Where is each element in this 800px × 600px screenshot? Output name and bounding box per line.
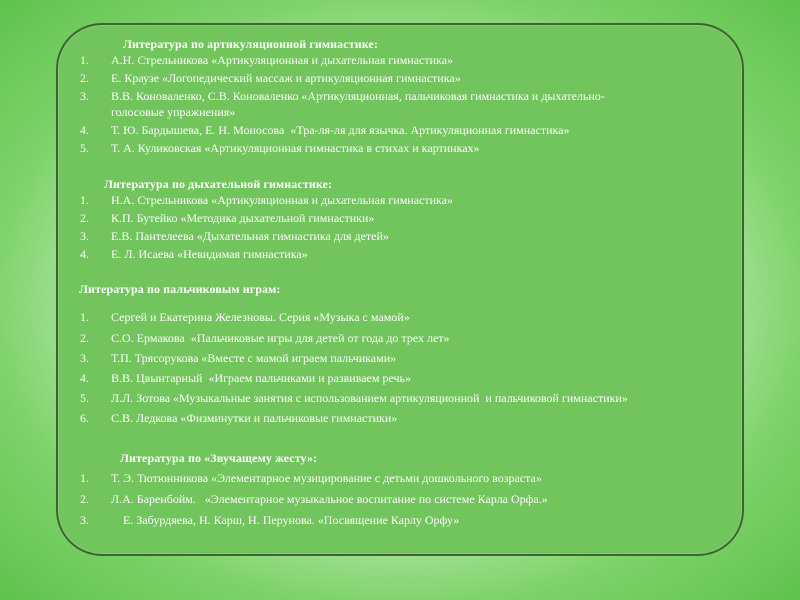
list-item-number: 4. <box>80 123 89 137</box>
section-heading: Литература по «Звучащему жесту»: <box>120 451 318 465</box>
list-item: Т. Ю. Бардышева, Е. Н. Моносова «Тра-ля-ля для язычка. Артикуляционная гимнастика» <box>111 123 570 137</box>
list-item: А.Н. Стрельникова «Артикуляционная и дыхательная гимнастика» <box>111 53 453 67</box>
list-item-number: 2. <box>80 331 89 345</box>
list-item: Е.В. Пантелеева «Дыхательная гимнастика для детей» <box>111 229 389 243</box>
list-item: Е. Л. Исаева «Невидимая гимнастика» <box>111 247 308 261</box>
list-item: Т. А. Куликовская «Артикуляционная гимнастика в стихах и картинках» <box>111 141 480 155</box>
list-item-number: 2. <box>80 71 89 85</box>
list-item: Н.А. Стрельникова «Артикуляционная и дыхательная гимнастика» <box>111 193 453 207</box>
list-item: В.В. Цвынтарный «Играем пальчиками и развиваем речь» <box>111 371 411 385</box>
section-heading: Литература по дыхательной гимнастике: <box>104 177 333 191</box>
list-item: С.О. Ермакова «Пальчиковые игры для детей от года до трех лет» <box>111 331 450 345</box>
list-item-number: 1. <box>80 193 89 207</box>
list-item: К.П. Бутейко «Методика дыхательной гимнастики» <box>111 211 375 225</box>
list-item-number: 4. <box>80 371 89 385</box>
list-item-number: 1. <box>80 310 89 324</box>
section-heading: Литература по пальчиковым играм: <box>79 282 281 296</box>
list-item-number: 5. <box>80 391 89 405</box>
list-item-number: 2. <box>80 211 89 225</box>
list-item-number: 3. <box>80 89 89 103</box>
list-item-number: 5. <box>80 141 89 155</box>
list-item: Л.Л. Зотова «Музыкальные занятия с использованием артикуляционной и пальчиковой гимнастики» <box>111 391 628 405</box>
list-item: голосовые упражнения» <box>111 105 236 119</box>
list-item: Л.А. Баренбойм. «Элементарное музыкальное воспитание по системе Карла Орфа.» <box>111 492 548 506</box>
list-item: В.В. Коноваленко, С.В. Коноваленко «Артикуляционная, пальчиковая гимнастика и дыхательно- <box>111 89 605 103</box>
list-item: Е. Забурдяева, Н. Карш, Н. Перунова. «Посвящение Карлу Орфу» <box>111 513 460 527</box>
list-item-number: 1. <box>80 471 89 485</box>
list-item: Е. Краузе «Логопедический массаж и артикуляционная гимнастика» <box>111 71 461 85</box>
list-item-number: 3. <box>80 229 89 243</box>
list-item: Т.П. Трясорукова «Вместе с мамой играем пальчиками» <box>111 351 397 365</box>
list-item-number: 3. <box>80 351 89 365</box>
section-heading: Литература по артикуляционной гимнастике: <box>123 37 378 51</box>
list-item-number: 4. <box>80 247 89 261</box>
list-item: Т. Э. Тютюнникова «Элементарное музицирование с детьми дошкольного возраста» <box>111 471 542 485</box>
list-item: Сергей и Екатерина Железновы. Серия «Музыка с мамой» <box>111 310 410 324</box>
list-item-number: 6. <box>80 411 89 425</box>
list-item: С.В. Ледкова «Физминутки и пальчиковые гимнастики» <box>111 411 398 425</box>
list-item-number: 1. <box>80 53 89 67</box>
list-item-number: 3. <box>80 513 89 527</box>
list-item-number: 2. <box>80 492 89 506</box>
